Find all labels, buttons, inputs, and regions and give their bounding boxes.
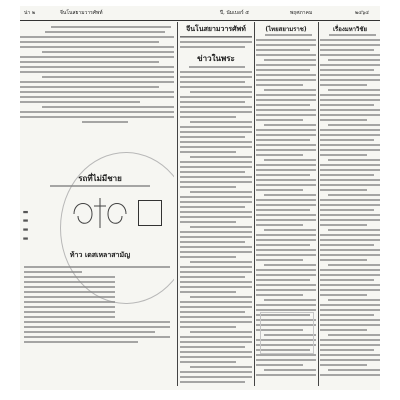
feature-subtitle	[50, 185, 150, 190]
issue-date: พฤศภาคม	[290, 10, 313, 16]
issue-number: ปี, นัมเบอร์ ๕	[220, 10, 250, 16]
feature-title: รถที่ไม่มีชาย	[78, 174, 122, 183]
right-column-2-title: เรื่องมหาวิชัย	[332, 26, 368, 33]
vertical-margin-text: ▬ ▬ ▬ ▬	[22, 208, 29, 242]
column-rule	[254, 22, 255, 386]
right-column-1	[256, 22, 316, 386]
newspaper-page	[20, 6, 380, 390]
illustration-box	[138, 200, 162, 226]
page-header	[20, 6, 380, 21]
column-rule	[318, 22, 319, 386]
table-title: ท้าว เดสเหลาสามัญ	[69, 251, 131, 259]
article-text	[180, 66, 252, 386]
crest-emblem	[70, 194, 130, 232]
header-paper-name: จีนโนสยามวารศัพท์	[60, 10, 103, 16]
faded-stamp	[260, 312, 314, 354]
left-column	[20, 22, 174, 386]
name-list-table	[24, 266, 170, 346]
article-text	[320, 34, 380, 379]
middle-column	[180, 22, 252, 386]
column-rule	[177, 22, 178, 386]
right-column-2	[320, 22, 380, 386]
body-text-block	[20, 26, 174, 126]
issue-year: ๒๔๖๔	[355, 10, 370, 16]
page-number: น่า ๒	[24, 10, 36, 16]
masthead-info	[180, 36, 252, 51]
right-column-1-title: (ไทยสยามราช)	[265, 26, 307, 33]
section-heading: ข่าวในพระ	[197, 54, 235, 63]
masthead-title: จีนโนสยามวารศัพท์	[180, 24, 252, 37]
